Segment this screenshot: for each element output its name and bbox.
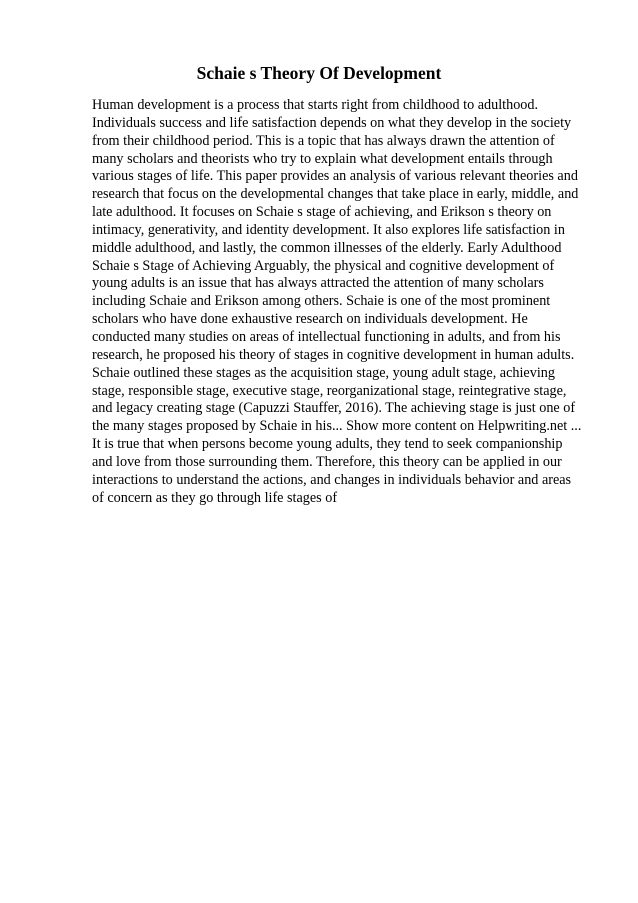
body-line: stage, responsible stage, executive stage, reorganizational stage, reintegrative stage, <box>92 382 567 399</box>
body-line: Individuals success and life satisfaction depends on what they develop in the society <box>92 114 572 131</box>
body-line: interactions to understand the actions, and changes in individuals behavior and areas <box>92 471 572 488</box>
body-line: of concern as they go through life stages of <box>92 489 338 506</box>
body-line: late adulthood. It focuses on Schaie s stage of achieving, and Erikson s theory on <box>92 204 552 221</box>
document-body <box>92 97 582 507</box>
body-line: many scholars and theorists who try to explain what development entails through <box>92 150 553 167</box>
body-line: and love from those surrounding them. Therefore, this theory can be applied in our <box>92 453 562 470</box>
body-line: from their childhood period. This is a topic that has always drawn the attention of <box>92 132 555 149</box>
body-line: middle adulthood, and lastly, the common illnesses of the elderly. Early Adulthood <box>92 239 562 256</box>
body-line: including Schaie and Erikson among others. Schaie is one of the most prominent <box>92 293 551 310</box>
body-line: research, he proposed his theory of stages in cognitive development in human adults. <box>92 346 575 363</box>
body-line: research that focus on the developmental changes that take place in early, middle, and <box>92 186 579 203</box>
body-line: the many stages proposed by Schaie in his... Show more content on Helpwriting.net ... <box>92 418 582 435</box>
body-line: Schaie outlined these stages as the acquisition stage, young adult stage, achieving <box>92 364 555 381</box>
body-line: young adults is an issue that has always attracted the attention of many scholars <box>92 275 544 292</box>
document-title: Schaie s Theory Of Development <box>196 63 442 83</box>
body-line: conducted many studies on areas of intellectual functioning in adults, and from his <box>92 328 561 345</box>
body-line: various stages of life. This paper provides an analysis of various relevant theories and <box>92 168 578 185</box>
body-line: It is true that when persons become young adults, they tend to seek companionship <box>92 436 563 453</box>
body-line: Human development is a process that starts right from childhood to adulthood. <box>92 97 539 113</box>
body-line: and legacy creating stage (Capuzzi Stauffer, 2016). The achieving stage is just one of <box>92 400 576 417</box>
body-line: scholars who have done exhaustive research on individuals development. He <box>92 311 528 328</box>
body-line: intimacy, generativity, and identity development. It also explores life satisfaction in <box>92 221 565 238</box>
body-line: Schaie s Stage of Achieving Arguably, the physical and cognitive development of <box>92 257 555 274</box>
